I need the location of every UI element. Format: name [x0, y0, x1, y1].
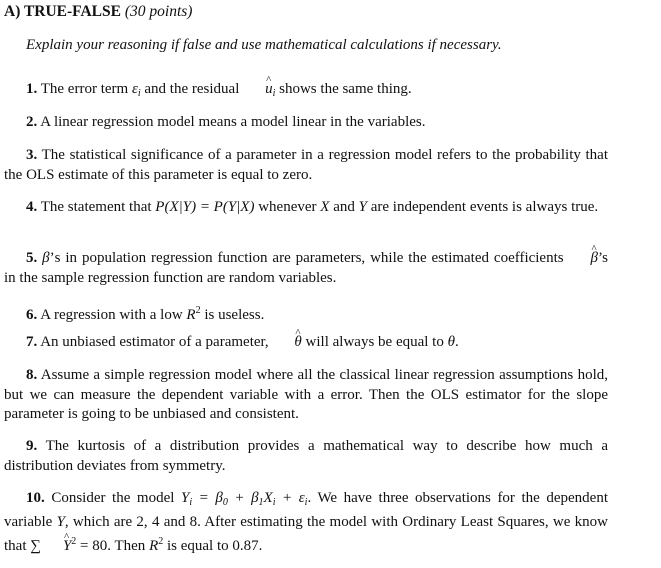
question-number: 3. [26, 147, 38, 163]
math-subscript: i [304, 497, 308, 508]
question-text: are independent events is always true. [366, 199, 599, 215]
question-text: , which are 2, 4 and 8. After estimating the model with Ordinary Least Squares, we know that [4, 513, 608, 554]
question-number: 7. [26, 334, 38, 350]
math-r: R [186, 307, 196, 323]
math-sum-symbol: ∑ [30, 538, 41, 554]
question-text: ’s in the sample regression function are random variables. [4, 250, 608, 286]
math-subscript: i [272, 497, 276, 508]
question-number: 4. [26, 199, 38, 215]
question-text: is useless. [200, 307, 265, 323]
question-text: will always be equal to [301, 334, 448, 350]
math-expression: = β [192, 490, 223, 506]
question-10 [4, 489, 608, 557]
section-heading [4, 2, 192, 22]
math-y: Y [358, 199, 367, 215]
question-text: A linear regression model means a model linear in the variables. [40, 114, 426, 130]
question-2 [4, 113, 608, 133]
question-number: 8. [26, 367, 38, 383]
math-expression: + β [227, 490, 259, 506]
question-text: . We have three observations for the dependent variable [4, 490, 609, 530]
math-beta-hat: β ^ [569, 249, 598, 269]
question-7 [4, 333, 608, 353]
question-text: An unbiased estimator of a parameter, [40, 334, 273, 350]
question-9 [4, 437, 608, 476]
question-text: and the residual [140, 81, 244, 97]
math-superscript: 2 [195, 305, 201, 316]
question-text: The statistical significance of a parameter in a regression model refers to the probability that the OLS estimate of this parameter is equal to zero. [4, 147, 608, 183]
question-text: A regression with a low [40, 307, 187, 323]
question-text: The error term [40, 81, 132, 97]
question-number: 5. [26, 250, 38, 266]
question-8 [4, 366, 608, 425]
question-text: The kurtosis of a distribution provides a mathematical way to describe how much a distribution deviates from symmetry. [4, 438, 608, 474]
question-text: is equal to 0.87. [163, 538, 263, 554]
math-subscript: i [189, 497, 193, 508]
question-number: 9. [26, 438, 38, 454]
question-1 [4, 80, 608, 104]
math-subscript: i [137, 88, 141, 99]
question-number: 6. [26, 307, 38, 323]
question-text: Consider the model [51, 490, 181, 506]
math-theta-hat: θ ^ [272, 333, 301, 353]
math-y: Y [180, 490, 190, 506]
math-u-hat: u ^ [243, 80, 273, 100]
section-heading-label: A) TRUE-FALSE [4, 3, 121, 20]
math-subscript: i [272, 88, 276, 99]
question-number: 10. [26, 490, 45, 506]
question-5 [4, 249, 608, 288]
question-text: The statement that [40, 199, 156, 215]
math-x: X [320, 199, 330, 215]
math-subscript: 0 [222, 497, 228, 508]
math-beta: β [42, 250, 50, 266]
math-y: Y [56, 513, 65, 530]
math-superscript: 2 [71, 536, 77, 547]
math-x: X [263, 490, 273, 506]
math-theta: θ [447, 334, 455, 350]
math-superscript: 2 [158, 536, 164, 547]
math-expression: P(X|Y) = P(Y|X) [155, 199, 255, 215]
question-3 [4, 146, 608, 185]
question-6 [4, 301, 608, 326]
question-4 [4, 198, 608, 218]
instructions-text: Explain your reasoning if false and use mathematical calculations if necessary. [26, 37, 502, 53]
question-number: 1. [26, 81, 38, 97]
section-points: (30 points) [124, 3, 193, 20]
question-text: and [329, 199, 359, 215]
math-expression: + ε [275, 490, 305, 506]
question-text: = 80. Then [76, 538, 150, 554]
question-text: Assume a simple regression model where all the classical linear regression assumptions hold, but we can measure the dependent variable with a error. Then the OLS estimator for the slope parameter is going to be unbiased and consistent. [4, 367, 608, 422]
question-text: . [454, 334, 459, 350]
math-epsilon: ε [131, 81, 138, 97]
question-text: ’s in population regression function are parameters, while the estimated coefficients [49, 250, 569, 266]
question-text: shows the same thing. [275, 81, 412, 97]
question-text: whenever [254, 199, 321, 215]
math-subscript: 1 [258, 497, 264, 508]
math-r: R [149, 538, 159, 554]
question-number: 2. [26, 114, 38, 130]
math-y-hat: Y ^ [41, 537, 71, 557]
